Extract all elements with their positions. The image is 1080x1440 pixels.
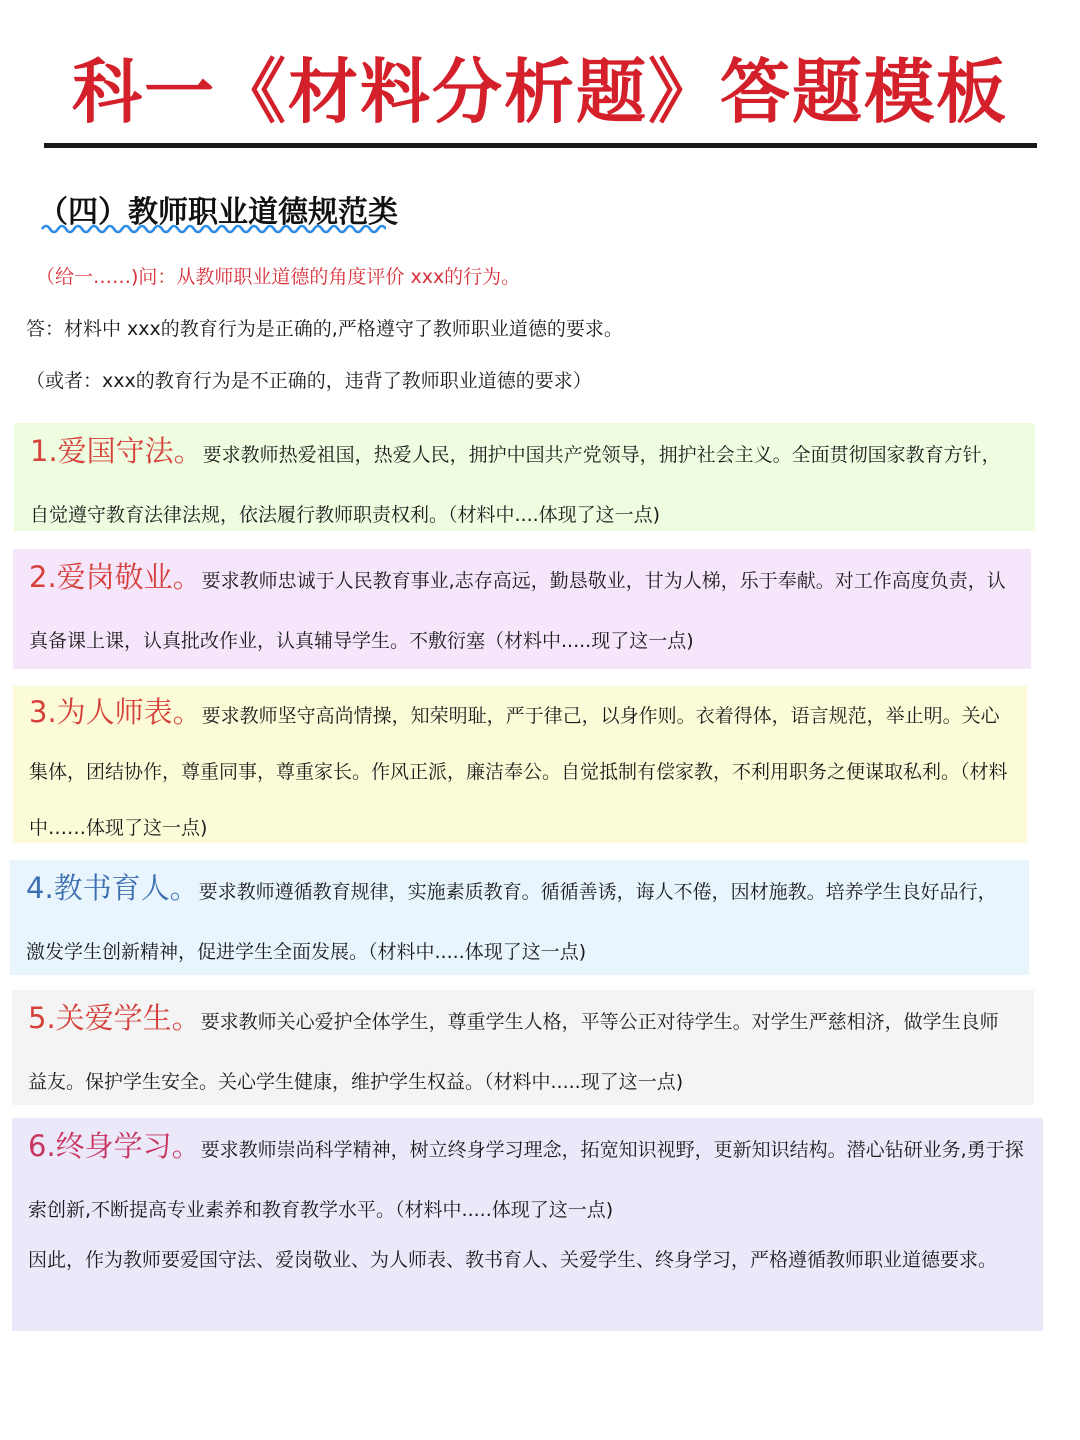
item-1-label: 1.爱国守法。 xyxy=(30,434,203,468)
item-box-4 xyxy=(10,860,1029,975)
item-2-text: 要求教师忠诚于人民教育事业,志存高远，勤恳敬业，甘为人梯，乐于奉献。对工作高度负责，认真备课上课，认真批改作业，认真辅导学生。不敷衍塞（材料中.....现了这一点) xyxy=(29,570,1006,652)
page-title: 科一《材料分析题》答题模板 xyxy=(72,51,1008,133)
item-5-body xyxy=(28,988,1016,1112)
item-6-text: 要求教师崇尚科学精神，树立终身学习理念，拓宽知识视野，更新知识结构。潜心钻研业务,勇于探索创新,不断提高专业素养和教育教学水平。（材料中.....体现了这一点) xyxy=(28,1139,1024,1221)
item-1-text: 要求教师热爱祖国，热爱人民，拥护中国共产党领导，拥护社会主义。全面贯彻国家教育方针，自觉遵守教育法律法规，依法履行教师职责权利。（材料中....体现了这一点) xyxy=(30,444,1001,526)
title-divider xyxy=(44,143,1037,148)
item-4-label: 4.教书育人。 xyxy=(26,871,199,905)
item-4-text: 要求教师遵循教育规律，实施素质教育。循循善诱，诲人不倦，因材施教。培养学生良好品行，激发学生创新精神，促进学生全面发展。（材料中.....体现了这一点) xyxy=(26,881,997,963)
item-3-text: 要求教师坚守高尚情操，知荣明耻，严于律己，以身作则。衣着得体，语言规范，举止明。关心集体，团结协作，尊重同事，尊重家长。作风正派，廉洁奉公。自觉抵制有偿家教，不利用职务之便谋取私利。（材料中……体现了这一点) xyxy=(29,705,1008,839)
answer-alternative: （或者：xxx的教育行为是不正确的，违背了教师职业道德的要求） xyxy=(26,370,592,392)
item-box-1 xyxy=(14,423,1035,531)
item-3-label: 3.为人师表。 xyxy=(29,695,202,729)
item-6-body xyxy=(28,1116,1025,1240)
item-4-body xyxy=(26,858,1011,982)
question-text: （给一……)问：从教师职业道德的角度评价 xxx的行为。 xyxy=(36,266,521,288)
wavy-underline xyxy=(40,223,386,235)
item-2-body xyxy=(29,547,1013,671)
item-box-5 xyxy=(12,990,1034,1105)
conclusion-text: 因此，作为教师要爱国守法、爱岗敬业、为人师表、教书育人、关爱学生、终身学习，严格遵循教师职业道德要求。 xyxy=(28,1249,998,1271)
item-5-text: 要求教师关心爱护全体学生，尊重学生人格，平等公正对待学生。对学生严慈相济，做学生良师益友。保护学生安全。关心学生健康，维护学生权益。（材料中.....现了这一点) xyxy=(28,1011,999,1093)
item-6-label: 6.终身学习。 xyxy=(28,1129,201,1163)
section-heading: （四）教师职业道德规范类 xyxy=(38,195,398,230)
item-box-6 xyxy=(12,1118,1043,1331)
item-2-label: 2.爱岗敬业。 xyxy=(29,560,202,594)
item-1-body xyxy=(30,421,1017,545)
item-box-3 xyxy=(13,686,1027,843)
item-5-label: 5.关爱学生。 xyxy=(28,1001,201,1035)
item-box-2 xyxy=(13,549,1031,669)
answer-main: 答：材料中 xxx的教育行为是正确的,严格遵守了教师职业道德的要求。 xyxy=(26,318,623,340)
item-3-body xyxy=(29,684,1009,856)
